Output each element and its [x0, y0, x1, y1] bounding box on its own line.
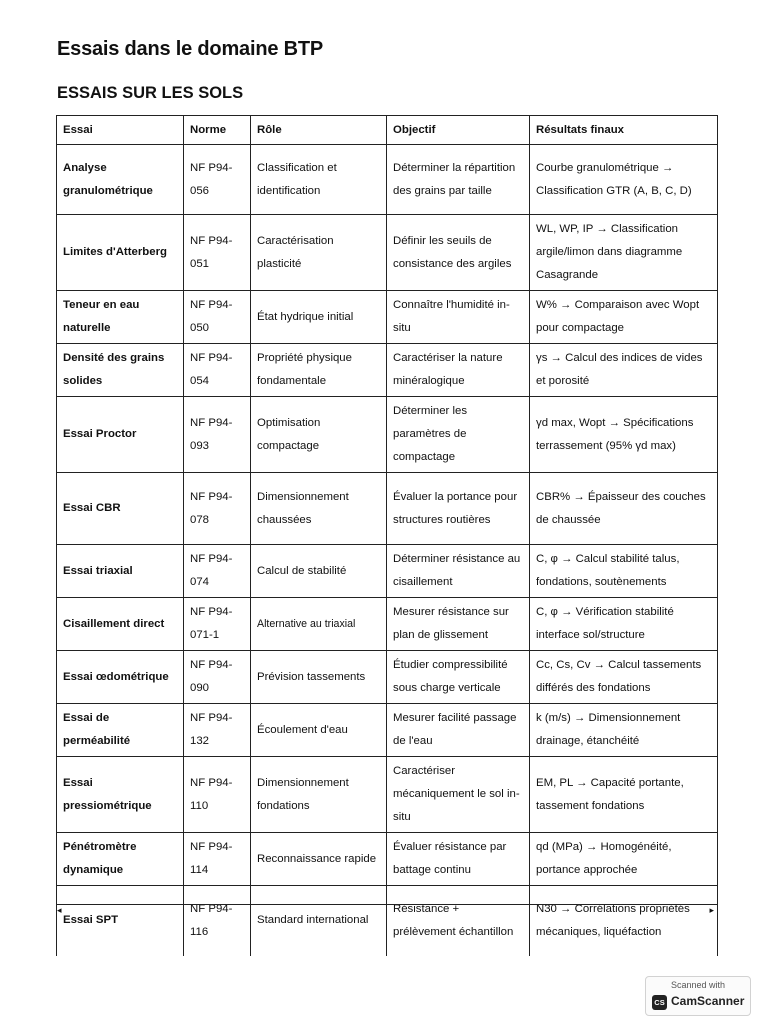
- table-row: [57, 473, 718, 545]
- table-row: [57, 704, 718, 757]
- cell-essai: Densité des grains solides: [57, 344, 184, 397]
- cell-role: Dimensionnement fondations: [251, 757, 387, 833]
- cell-resultats: γd max, Wopt → Spécifications terrassement (95% γd max): [530, 397, 718, 473]
- table-row: [57, 833, 718, 886]
- header-objectif: Objectif: [387, 116, 530, 145]
- cell-resultats: C, φ → Vérification stabilité interface sol/structure: [530, 598, 718, 651]
- header-essai: Essai: [57, 116, 184, 145]
- cell-objectif: Étudier compressibilité sous charge verticale: [387, 651, 530, 704]
- cell-essai: Analyse granulométrique: [57, 145, 184, 215]
- header-resultats: Résultats finaux: [530, 116, 718, 145]
- cell-resultats: Courbe granulométrique → Classification GTR (A, B, C, D): [530, 145, 718, 215]
- table-row: [57, 886, 718, 956]
- horizontal-scrollbar[interactable]: [56, 904, 717, 917]
- cell-essai: Essai CBR: [57, 473, 184, 545]
- camscanner-logo-icon: CS: [652, 995, 667, 1010]
- cell-role: Calcul de stabilité: [251, 545, 387, 598]
- cell-objectif: Mesurer résistance sur plan de glissement: [387, 598, 530, 651]
- cell-essai: Essai œdométrique: [57, 651, 184, 704]
- table-row: [57, 397, 718, 473]
- cell-norme: NF P94-132: [184, 704, 251, 757]
- cell-objectif: Évaluer résistance par battage continu: [387, 833, 530, 886]
- cell-norme: NF P94-110: [184, 757, 251, 833]
- table-header-row: [57, 116, 718, 145]
- cell-resultats: W% → Comparaison avec Wopt pour compactage: [530, 291, 718, 344]
- cell-norme: NF P94-050: [184, 291, 251, 344]
- cell-role: Standard international: [251, 886, 387, 956]
- cell-essai: Essai Proctor: [57, 397, 184, 473]
- cell-resultats: γs → Calcul des indices de vides et porosité: [530, 344, 718, 397]
- cell-norme: NF P94-071-1: [184, 598, 251, 651]
- cell-essai: Essai SPT: [57, 886, 184, 956]
- table-row: [57, 598, 718, 651]
- camscanner-brand: CamScanner: [671, 994, 745, 1008]
- header-role: Rôle: [251, 116, 387, 145]
- cell-role: Dimensionnement chaussées: [251, 473, 387, 545]
- document-title: Essais dans le domaine BTP: [57, 38, 324, 60]
- cell-objectif: Déterminer la répartition des grains par taille: [387, 145, 530, 215]
- table-row: [57, 651, 718, 704]
- cell-objectif: Déterminer les paramètres de compactage: [387, 397, 530, 473]
- camscanner-watermark: [645, 976, 751, 1016]
- cell-role: État hydrique initial: [251, 291, 387, 344]
- table-row: [57, 215, 718, 291]
- cell-resultats: N30 → Corrélations propriétés mécaniques, liquéfaction: [530, 886, 718, 956]
- cell-resultats: qd (MPa) → Homogénéité, portance approchée: [530, 833, 718, 886]
- table-row: [57, 291, 718, 344]
- soil-tests-table: [56, 115, 718, 956]
- cell-objectif: Résistance + prélèvement échantillon: [387, 886, 530, 956]
- cell-resultats: EM, PL → Capacité portante, tassement fondations: [530, 757, 718, 833]
- cell-role: Prévision tassements: [251, 651, 387, 704]
- cell-resultats: CBR% → Épaisseur des couches de chaussée: [530, 473, 718, 545]
- tests-table-container: [56, 115, 717, 938]
- cell-objectif: Connaître l'humidité in-situ: [387, 291, 530, 344]
- cell-essai: Essai triaxial: [57, 545, 184, 598]
- cell-role: Alternative au triaxial: [251, 598, 387, 651]
- cell-objectif: Définir les seuils de consistance des argiles: [387, 215, 530, 291]
- cell-resultats: k (m/s) → Dimensionnement drainage, étanchéité: [530, 704, 718, 757]
- cell-norme: NF P94-074: [184, 545, 251, 598]
- table-row: [57, 545, 718, 598]
- cell-norme: NF P94-093: [184, 397, 251, 473]
- cell-norme: NF P94-090: [184, 651, 251, 704]
- cell-role: Propriété physique fondamentale: [251, 344, 387, 397]
- cell-essai: Cisaillement direct: [57, 598, 184, 651]
- cell-objectif: Mesurer facilité passage de l'eau: [387, 704, 530, 757]
- cell-objectif: Caractériser la nature minéralogique: [387, 344, 530, 397]
- cell-role: Caractérisation plasticité: [251, 215, 387, 291]
- scroll-right-arrow-icon[interactable]: ▸: [709, 905, 714, 915]
- cell-essai: Essai de perméabilité: [57, 704, 184, 757]
- cell-norme: NF P94-051: [184, 215, 251, 291]
- cell-norme: NF P94-116: [184, 886, 251, 956]
- cell-objectif: Évaluer la portance pour structures routières: [387, 473, 530, 545]
- table-row: [57, 757, 718, 833]
- cell-role: Optimisation compactage: [251, 397, 387, 473]
- cell-essai: Limites d'Atterberg: [57, 215, 184, 291]
- scroll-left-arrow-icon[interactable]: ◂: [57, 905, 62, 915]
- cell-role: Classification et identification: [251, 145, 387, 215]
- cell-objectif: Déterminer résistance au cisaillement: [387, 545, 530, 598]
- table-row: [57, 145, 718, 215]
- cell-essai: Teneur en eau naturelle: [57, 291, 184, 344]
- cell-norme: NF P94-114: [184, 833, 251, 886]
- cell-role: Écoulement d'eau: [251, 704, 387, 757]
- scanned-with-label: Scanned with: [670, 980, 726, 990]
- section-title: ESSAIS SUR LES SOLS: [57, 84, 244, 102]
- cell-essai: Essai pressiométrique: [57, 757, 184, 833]
- cell-resultats: C, φ → Calcul stabilité talus, fondations, soutènements: [530, 545, 718, 598]
- cell-norme: NF P94-056: [184, 145, 251, 215]
- table-row: [57, 344, 718, 397]
- cell-resultats: Cc, Cs, Cv → Calcul tassements différés des fondations: [530, 651, 718, 704]
- cell-norme: NF P94-078: [184, 473, 251, 545]
- cell-norme: NF P94-054: [184, 344, 251, 397]
- cell-essai: Pénétromètre dynamique: [57, 833, 184, 886]
- header-norme: Norme: [184, 116, 251, 145]
- cell-objectif: Caractériser mécaniquement le sol in-situ: [387, 757, 530, 833]
- cell-role: Reconnaissance rapide: [251, 833, 387, 886]
- cell-resultats: WL, WP, IP → Classification argile/limon dans diagramme Casagrande: [530, 215, 718, 291]
